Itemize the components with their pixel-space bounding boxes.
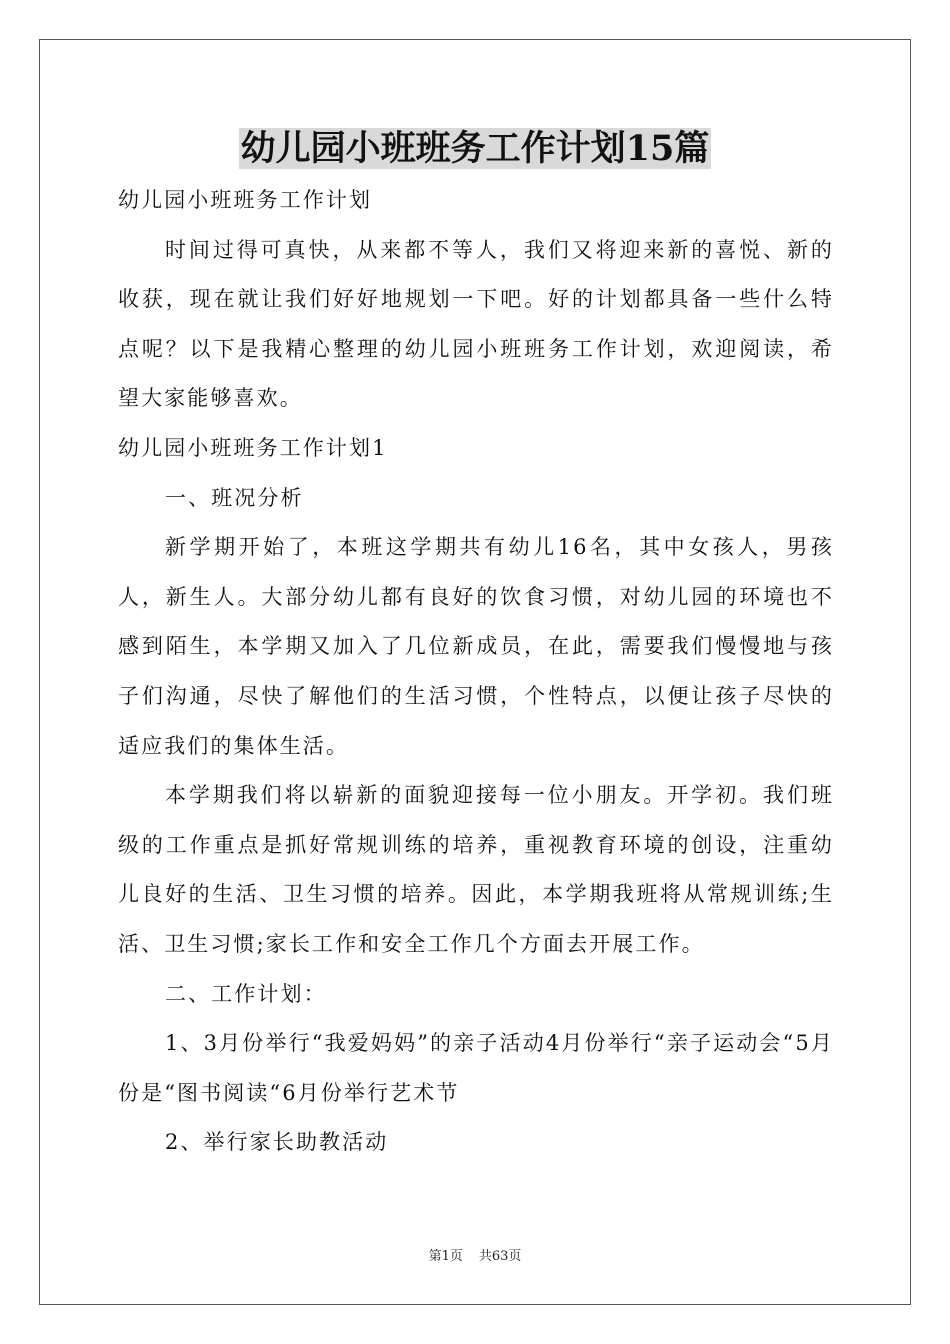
section-heading: 幼儿园小班班务工作计划 (118, 188, 373, 212)
document-title (0, 126, 950, 172)
page-number: 第1页 (428, 1249, 463, 1264)
page-total: 共63页 (478, 1249, 522, 1264)
subheading-work-plan: 二、工作计划： (165, 981, 327, 1006)
subheading-class-analysis: 一、班况分析 (165, 485, 304, 510)
document-title-text: 幼儿园小班班务工作计划15篇 (240, 128, 710, 169)
list-item: 1、3月份举行“我爱妈妈”的亲子活动4月份举行“亲子运动会“5月份是“图书阅读“6月份举行艺术节 (118, 1031, 834, 1105)
plan-heading: 幼儿园小班班务工作计划1 (118, 435, 388, 460)
document-body (118, 176, 834, 1168)
body-paragraph: 新学期开始了，本班这学期共有幼儿16名，其中女孩人，男孩人，新生人。大部分幼儿都有良好的饮食习惯，对幼儿园的环境也不感到陌生，本学期又加入了几位新成员，在此，需要我们慢慢地与孩子们沟通，尽快了解他们的生活习惯，个性特点，以便让孩子尽快的适应我们的集体生活。 (118, 535, 834, 758)
body-paragraph: 本学期我们将以崭新的面貌迎接每一位小朋友。开学初。我们班级的工作重点是抓好常规训练的培养，重视教育环境的创设，注重幼儿良好的生活、卫生习惯的培养。因此，本学期我班将从常规训练;生活、卫生习惯;家长工作和安全工作几个方面去开展工作。 (118, 783, 834, 956)
list-item: 2、举行家长助教活动 (165, 1130, 389, 1155)
page-footer (0, 1248, 950, 1266)
intro-paragraph: 时间过得可真快，从来都不等人，我们又将迎来新的喜悦、新的收获，现在就让我们好好地规划一下吧。好的计划都具备一些什么特点呢？以下是我精心整理的幼儿园小班班务工作计划，欢迎阅读，希望大家能够喜欢。 (118, 237, 834, 411)
